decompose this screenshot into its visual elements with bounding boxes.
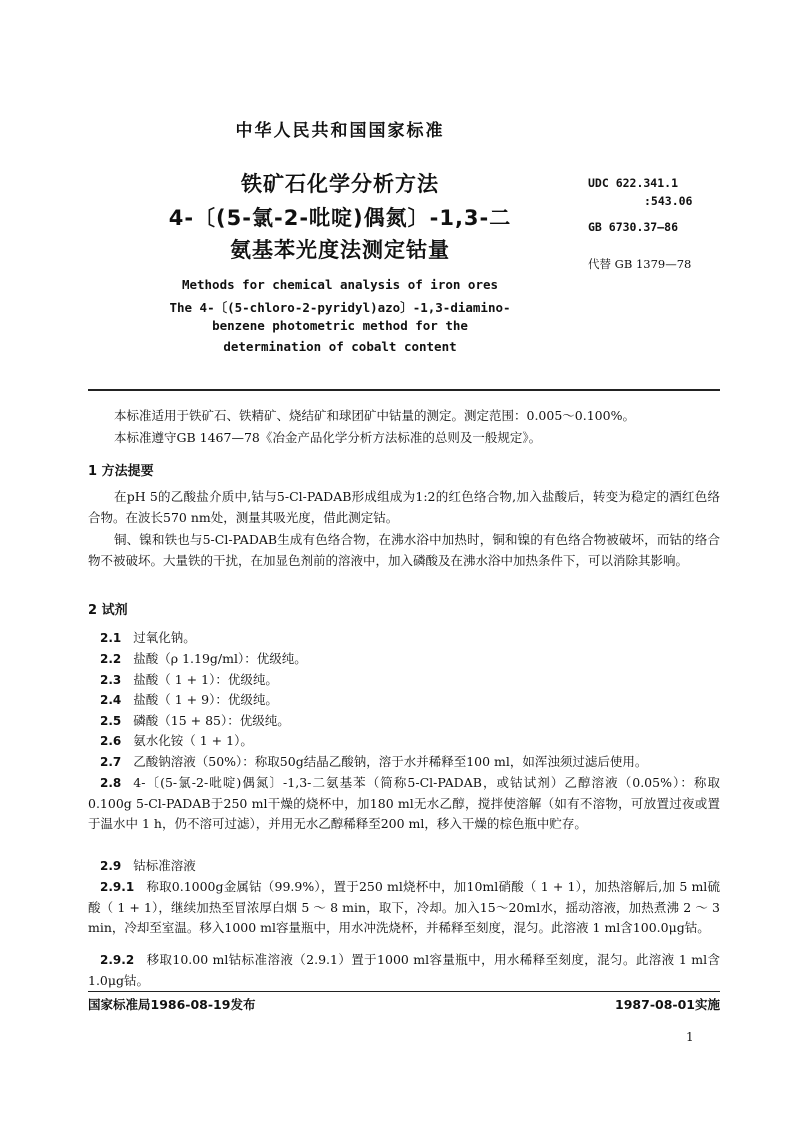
page-number: 1 [686,1030,694,1044]
intro-scope: 本标准适用于铁矿石、铁精矿、烧结矿和球团矿中钴量的测定。测定范围：0.005～0.100%。 [114,408,635,423]
item-text: 乙酸钠溶液（50%）：称取50g结晶乙酸钠，溶于水并稀释至100 ml，如浑浊须过滤后使用。 [133,754,648,769]
item-text: 盐酸（ 1 + 9）：优级纯。 [133,692,278,707]
title-en-line-4: determination of cobalt content [223,339,457,354]
issue-date: 国家标准局1986-08-19发布 [88,997,256,1012]
item-text: 称取0.1000g金属钴（99.9%），置于250 ml烧杯中，加10ml硝酸（ 1 + 1），加热溶解后,加 5 ml硫酸（ 1 + 1），继续加热至冒浓厚白烟 5 ～ 8 min，取下，冷却。加入15～20ml水，摇动溶液，加热煮沸 2 ～ 3 min，冷却至室温。移入1000 ml容量瓶中，用水冲洗烧杯，并稀释至刻度，混匀。此溶液 1 ml含100.0μg钴。 [88,879,720,935]
item-number: 2.4 [100,693,122,707]
item-text: 磷酸（15 + 85）：优级纯。 [133,713,290,728]
footer-rule [88,991,720,992]
item-number: 2.5 [100,714,122,728]
item-text: 盐酸（ 1 + 1）：优级纯。 [133,672,278,687]
reagent-item [100,690,720,711]
header-rule [88,389,720,391]
title-cn-line-2: 4-〔(5-氯-2-吡啶)偶氮〕-1,3-二 [168,206,512,230]
udc-code-suffix: :543.06 [644,194,693,208]
item-number: 2.9.1 [100,880,135,894]
item-number: 2.1 [100,631,122,645]
title-cn-line-1: 铁矿石化学分析方法 [241,172,439,196]
item-number: 2.9 [100,859,122,873]
section-1-title: 1 方法提要 [88,464,154,479]
reagent-item [88,950,720,991]
item-text: 过氧化钠。 [133,630,196,645]
title-en-line-1: Methods for chemical analysis of iron ores [181,277,499,292]
item-number: 2.8 [100,776,122,790]
item-text: 氨水化铵（ 1 + 1）。 [133,733,253,748]
item-text: 盐酸（ρ 1.19g/ml）：优级纯。 [133,651,307,666]
reagent-item [100,649,720,670]
title-en-line-2: The 4-〔(5-chloro-2-pyridyl)azo〕-1,3-diamino- [169,300,511,315]
reagent-item [88,877,720,939]
title-en-line-3: benzene photometric method for the [212,318,468,333]
reagent-item [100,752,720,773]
section-1-para-1: 在pH 5的乙酸盐介质中,钴与5-Cl-PADAB形成组成为1:2的红色络合物,加入盐酸后，转变为稳定的酒红色络合物。在波长570 nm处，测量其吸光度，借此测定钴。 [88,489,720,525]
title-cn-line-3: 氨基苯光度法测定钴量 [230,238,450,262]
reagent-item [100,628,720,649]
section-2-title: 2 试剂 [88,603,128,618]
effective-date: 1987-08-01实施 [615,997,720,1012]
item-text: 移取10.00 ml钴标准溶液（2.9.1）置于1000 ml容量瓶中，用水稀释至刻度，混匀。此溶液 1 ml含1.0μg钴。 [88,952,720,988]
replaces-standard: 代替 GB 1379—78 [588,257,692,271]
reagent-item [100,711,720,732]
item-number: 2.3 [100,673,122,687]
reagent-item [100,731,720,752]
section-1-para-2: 铜、镍和铁也与5-Cl-PADAB生成有色络合物，在沸水浴中加热时，铜和镍的有色络合物被破坏，而钴的络合物不被破坏。大量铁的干扰，在加显色剂前的溶液中，加入磷酸及在沸水浴中加热条件下，可以消除其影响。 [88,532,720,568]
intro-compliance: 本标准遵守GB 1467—78《冶金产品化学分析方法标准的总则及一般规定》。 [114,430,542,445]
item-number: 2.9.2 [100,953,135,967]
item-text: 4-〔(5-氯-2-吡啶)偶氮〕-1,3-二氨基苯（简称5-Cl-PADAB，或钴试剂）乙醇溶液（0.05%）：称取0.100g 5-Cl-PADAB于250 ml干燥的烧杯中，加180 ml无水乙醇，搅拌使溶解（如有不溶物，可放置过夜或置于温水中 1 h，仍不溶可过滤），并用无水乙醇稀释至200 ml，移入干燥的棕色瓶中贮存。 [88,775,720,831]
item-number: 2.7 [100,755,122,769]
reagent-item [88,773,720,835]
reagent-item [100,856,720,877]
national-standard-heading: 中华人民共和国国家标准 [235,121,445,141]
item-text: 钴标准溶液 [133,858,196,873]
item-number: 2.6 [100,734,122,748]
reagent-item [100,670,720,691]
item-number: 2.2 [100,652,122,666]
gb-number: GB 6730.37—86 [588,220,679,234]
udc-code: UDC 622.341.1 [588,176,679,190]
